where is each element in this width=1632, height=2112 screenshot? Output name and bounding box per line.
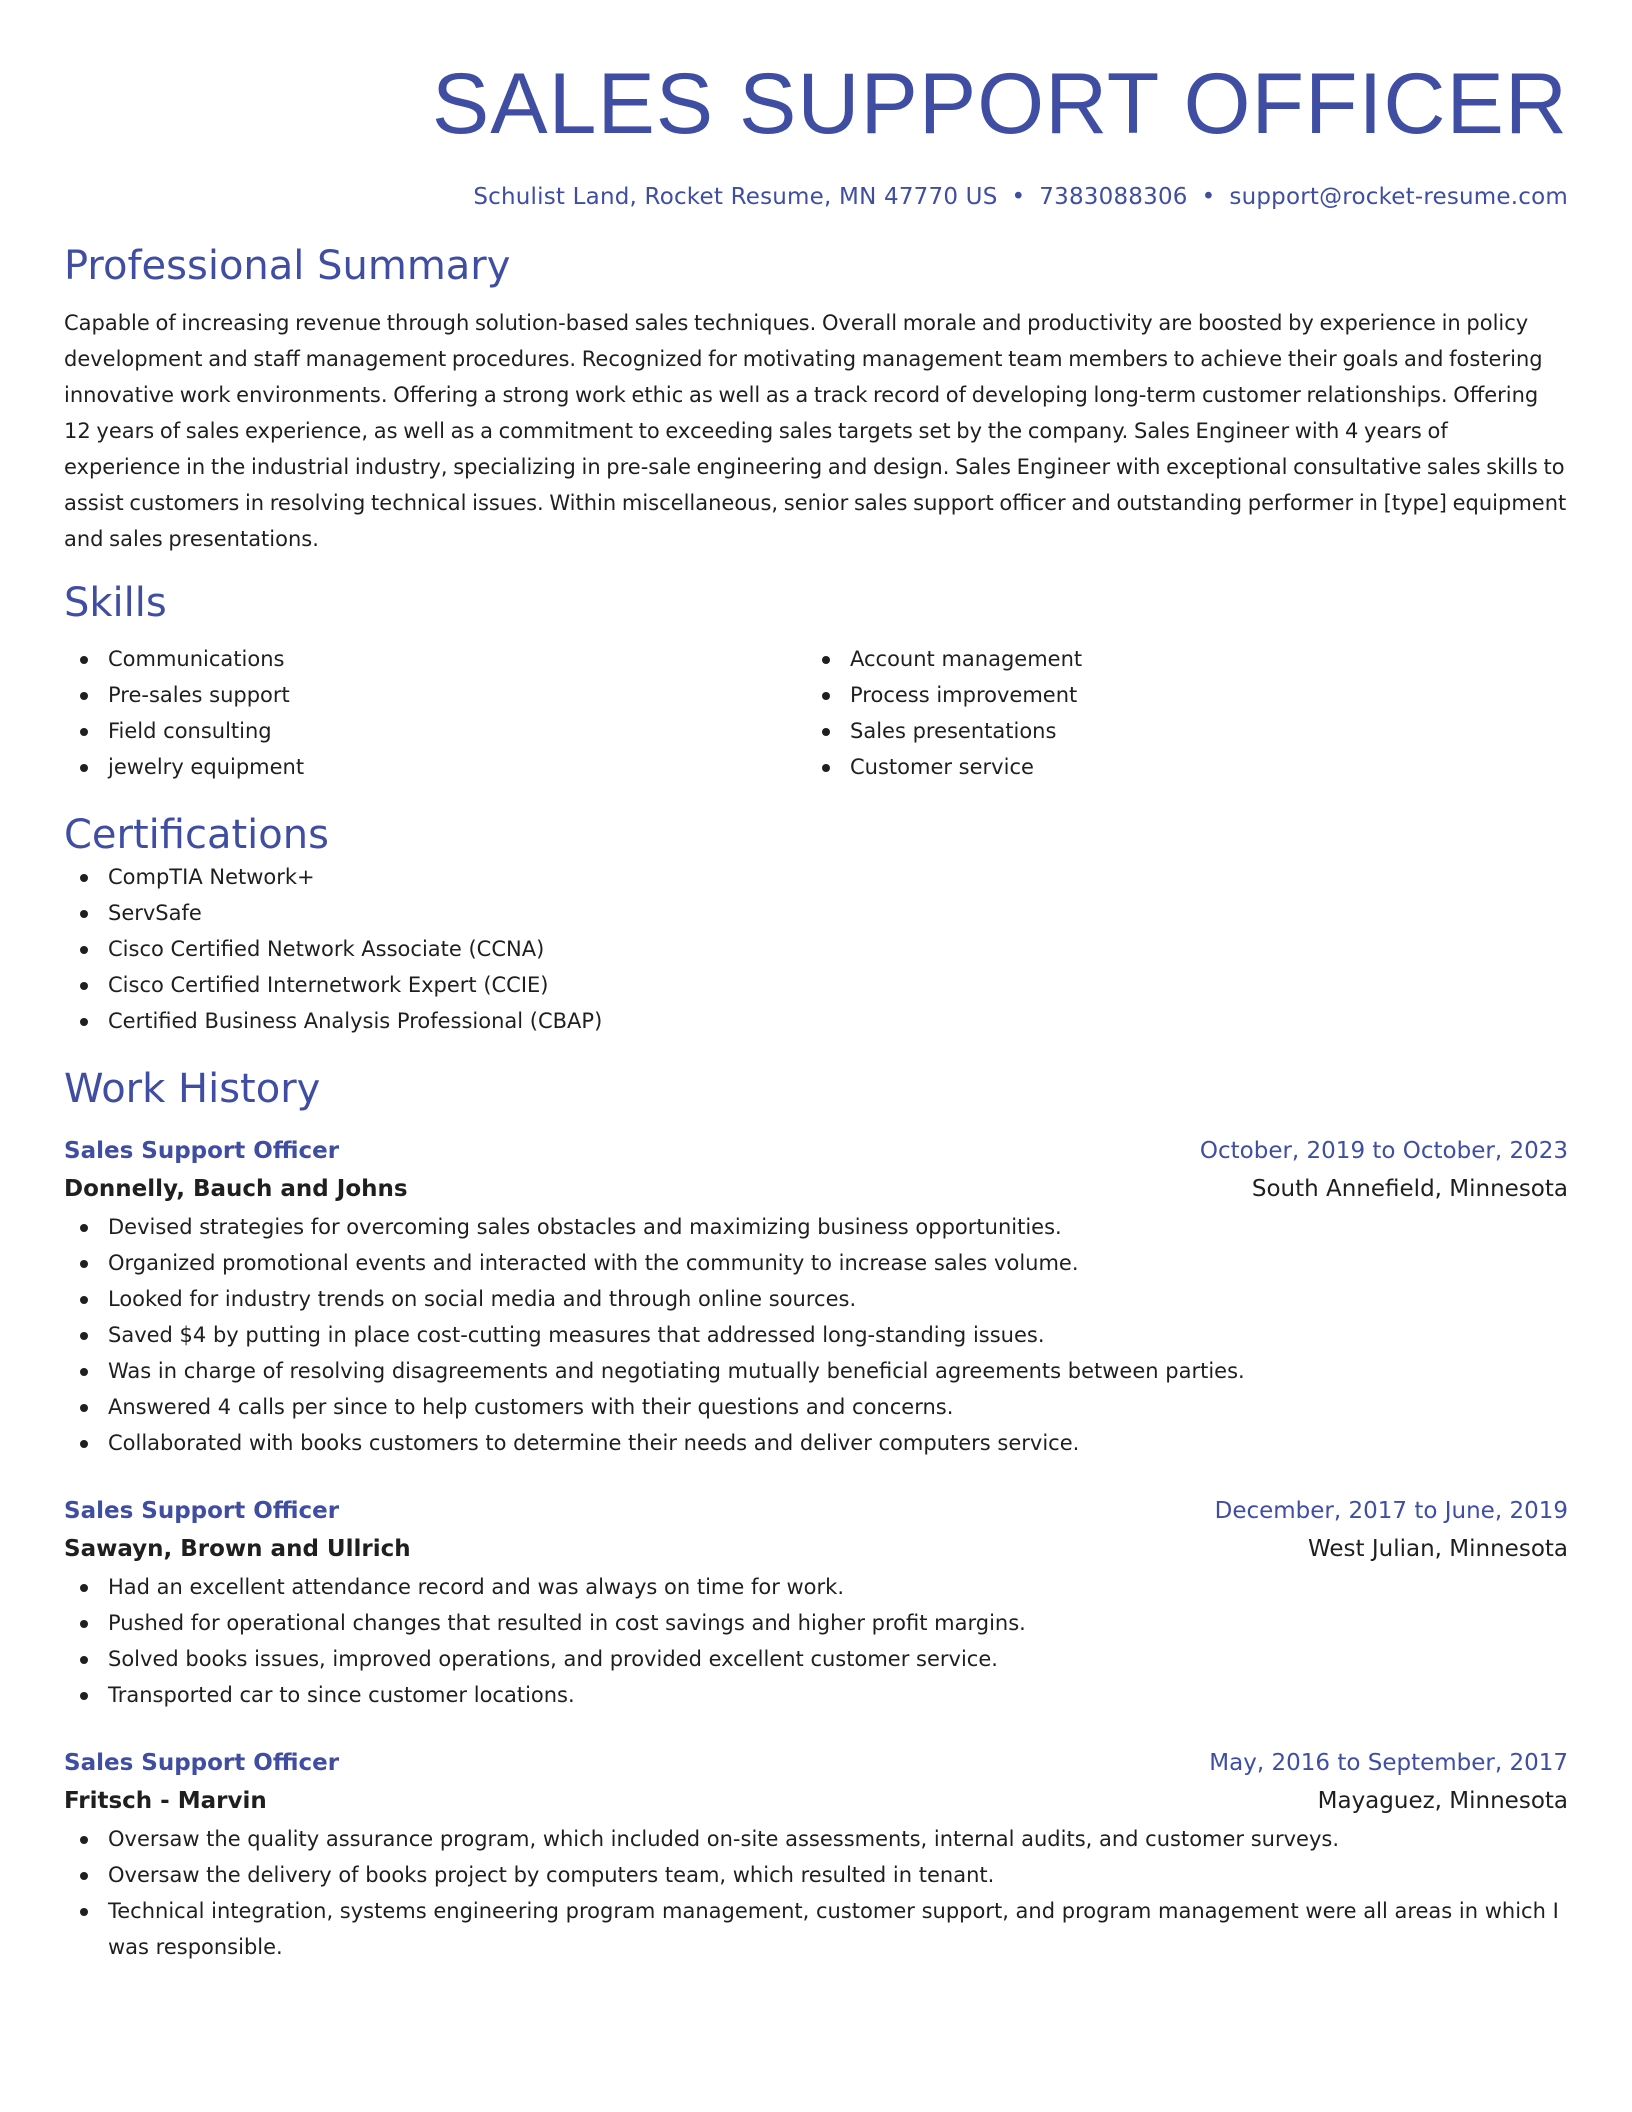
job-dates: October, 2019 to October, 2023 (1199, 1138, 1568, 1164)
summary-heading: Professional Summary (64, 243, 511, 289)
summary-text: Capable of increasing revenue through solution-based sales techniques. Overall morale and productivity are boosted by experience in policy development and staff management procedures. Recognized for motivating management team members to achieve their goals and fostering innovative work environments. Offering a strong work ethic as well as a track record of developing long-term customer relationships. Offering 12 years of sales experience, as well as a commitment to exceeding sales targets set by the company. Sales Engineer with 4 years of experience in the industrial industry, specializing in pre-sale engineering and design. Sales Engineer with exceptional consultative sales skills to assist customers in resolving technical issues. Within miscellaneous, senior sales support officer and outstanding performer in [type] equipment and sales presentations. (64, 311, 1567, 551)
skills-heading: Skills (64, 580, 167, 626)
job-title: Sales Support Officer (64, 1750, 340, 1776)
job-bullet: Oversaw the delivery of books project by computers team, which resulted in tenant. (64, 1857, 1568, 1893)
job-bullets (64, 1569, 1568, 1713)
certification-item: ServSafe (64, 895, 1568, 931)
job-title: Sales Support Officer (64, 1138, 340, 1164)
contact-phone: 7383088306 (1039, 184, 1188, 210)
contact-separator: • (1201, 184, 1216, 210)
certifications-section (64, 811, 1568, 1039)
job-title-row (64, 1133, 1568, 1169)
skills-list-left (64, 641, 806, 785)
job-bullets (64, 1209, 1568, 1461)
job-bullet: Had an excellent attendance record and was always on time for work. (64, 1569, 1568, 1605)
job-company-row (64, 1169, 1568, 1209)
skill-item: Field consulting (64, 713, 806, 749)
skill-item: Account management (806, 641, 1548, 677)
contact-line (64, 182, 1568, 212)
skill-item: jewelry equipment (64, 749, 806, 785)
job-title-row (64, 1745, 1568, 1781)
skill-item: Communications (64, 641, 806, 677)
job-bullet: Organized promotional events and interacted with the community to increase sales volume. (64, 1245, 1568, 1281)
skills-section (64, 579, 1568, 785)
job-location: West Julian, Minnesota (1308, 1536, 1568, 1562)
job-bullet: Pushed for operational changes that resulted in cost savings and higher profit margins. (64, 1605, 1568, 1641)
contact-separator: • (1011, 184, 1026, 210)
summary-section (64, 242, 1568, 557)
skills-grid (64, 641, 1568, 785)
certifications-list (64, 859, 1568, 1039)
work-history-heading: Work History (64, 1066, 321, 1112)
skills-list-right (806, 641, 1548, 785)
job-title: Sales Support Officer (64, 1498, 340, 1524)
skill-item: Process improvement (806, 677, 1548, 713)
job-bullet: Saved $4 by putting in place cost-cutting measures that addressed long-standing issues. (64, 1317, 1568, 1353)
contact-email: support@rocket-resume.com (1229, 184, 1568, 210)
job-entry (64, 1133, 1568, 1461)
job-bullets (64, 1821, 1568, 1965)
job-entry (64, 1745, 1568, 1965)
job-dates: December, 2017 to June, 2019 (1214, 1498, 1568, 1524)
certification-item: Cisco Certified Network Associate (CCNA) (64, 931, 1568, 967)
job-company: Sawayn, Brown and Ullrich (64, 1536, 411, 1562)
job-company: Donnelly, Bauch and Johns (64, 1176, 408, 1202)
job-company-row (64, 1781, 1568, 1821)
job-location: South Annefield, Minnesota (1251, 1176, 1568, 1202)
job-bullet: Oversaw the quality assurance program, which included on-site assessments, internal audits, and customer surveys. (64, 1821, 1568, 1857)
certifications-heading: Certifications (64, 812, 329, 858)
job-bullet: Collaborated with books customers to determine their needs and deliver computers service. (64, 1425, 1568, 1461)
job-bullet: Technical integration, systems engineering program management, customer support, and program management were all areas in which I was responsible. (64, 1893, 1568, 1965)
job-bullet: Was in charge of resolving disagreements and negotiating mutually beneficial agreements between parties. (64, 1353, 1568, 1389)
job-company-row (64, 1529, 1568, 1569)
contact-address: Schulist Land, Rocket Resume, MN 47770 US (473, 184, 998, 210)
certification-item: Cisco Certified Internetwork Expert (CCIE) (64, 967, 1568, 1003)
job-entry (64, 1493, 1568, 1713)
job-title-row (64, 1493, 1568, 1529)
job-bullet: Devised strategies for overcoming sales obstacles and maximizing business opportunities. (64, 1209, 1568, 1245)
job-bullet: Transported car to since customer locations. (64, 1677, 1568, 1713)
job-location: Mayaguez, Minnesota (1317, 1788, 1568, 1814)
skill-item: Pre-sales support (64, 677, 806, 713)
certification-item: CompTIA Network+ (64, 859, 1568, 895)
work-history-section (64, 1065, 1568, 1965)
skill-item: Customer service (806, 749, 1548, 785)
job-bullet: Looked for industry trends on social media and through online sources. (64, 1281, 1568, 1317)
skill-item: Sales presentations (806, 713, 1548, 749)
resume-header (64, 56, 1568, 212)
job-bullet: Answered 4 calls per since to help customers with their questions and concerns. (64, 1389, 1568, 1425)
certification-item: Certified Business Analysis Professional (CBAP) (64, 1003, 1568, 1039)
job-company: Fritsch - Marvin (64, 1788, 267, 1814)
job-dates: May, 2016 to September, 2017 (1209, 1750, 1568, 1776)
job-bullet: Solved books issues, improved operations, and provided excellent customer service. (64, 1641, 1568, 1677)
candidate-title: SALES SUPPORT OFFICER (431, 56, 1568, 152)
